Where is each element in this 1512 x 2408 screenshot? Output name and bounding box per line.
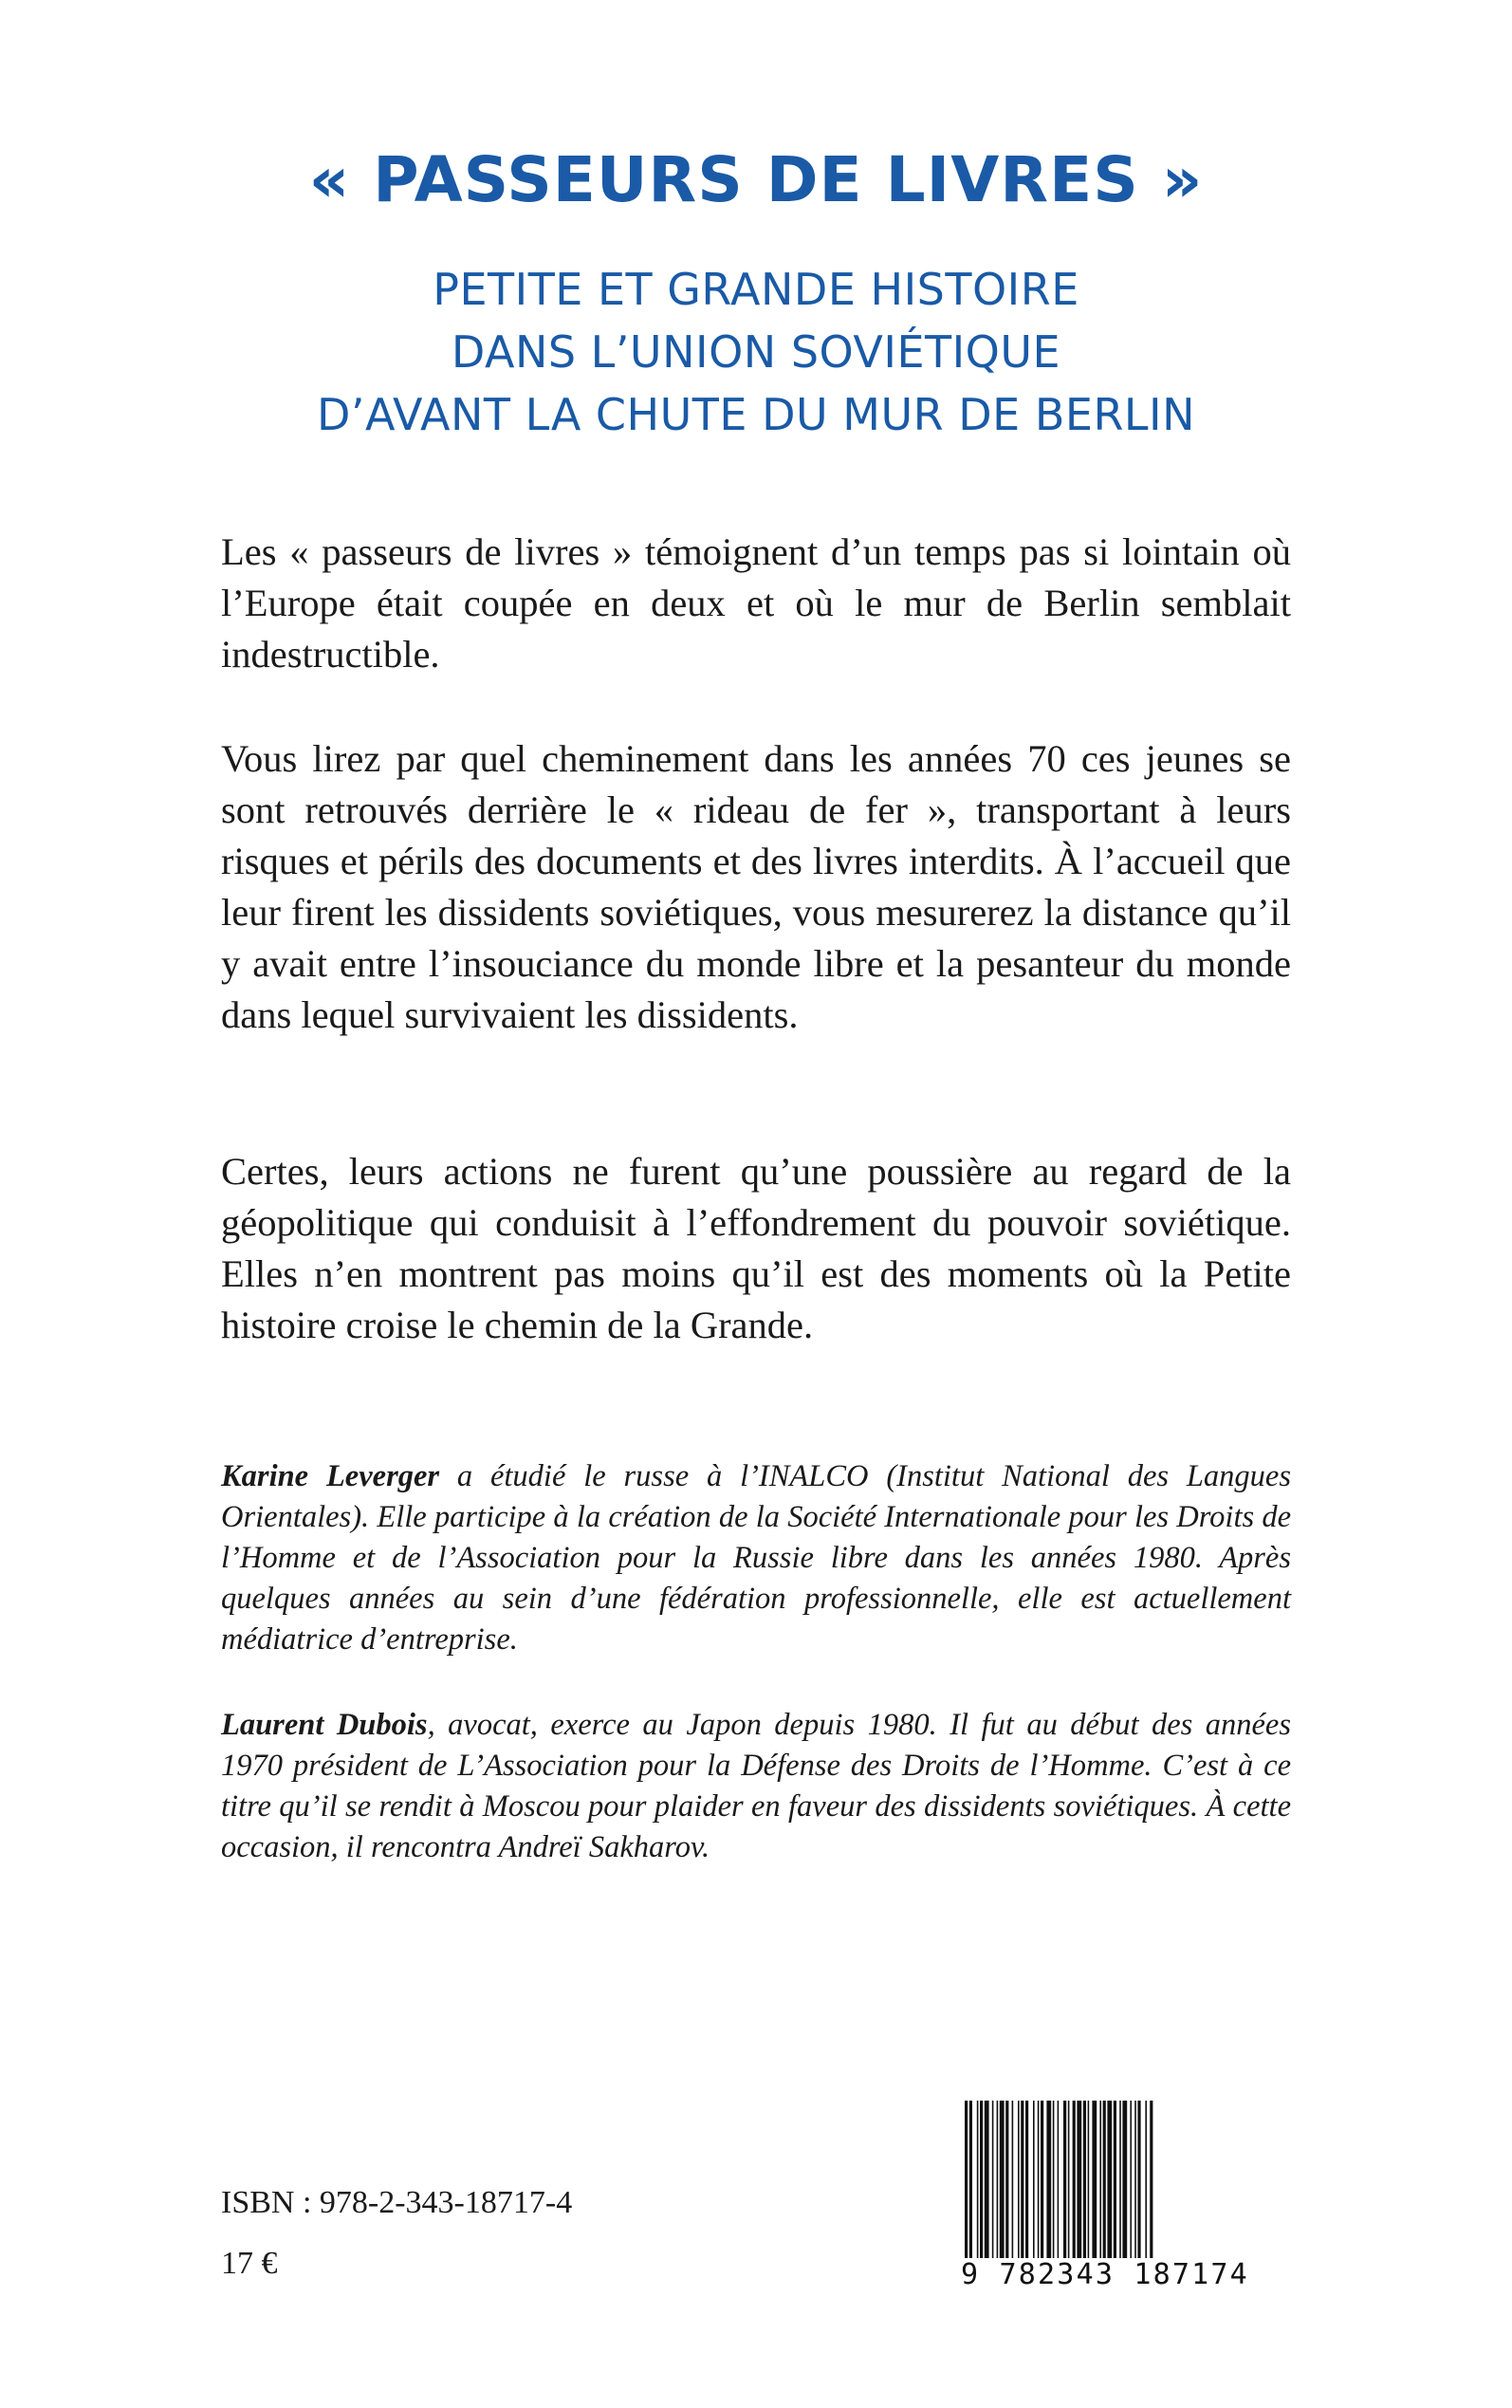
barcode-bar [969, 2101, 972, 2269]
barcode-bar [1053, 2101, 1055, 2258]
barcode-digits: 9 782343 187174 [961, 2258, 1291, 2292]
barcode-bar [997, 2101, 999, 2258]
author-name-2: Laurent Dubois [221, 1708, 428, 1742]
barcode-bar [985, 2101, 989, 2258]
blurb-paragraph-3: Certes, leurs actions ne furent qu’une poussière au regard de la géopolitique qui conduisit à l’effondrement du pouvoir soviétique. Elles n’en montrent pas moins qu’il est des moments où la Petite histoire croise le chemin de la Grande. [221, 1150, 1291, 1346]
book-subtitle [0, 258, 1512, 446]
barcode-icon [961, 2101, 1291, 2269]
author-bio-text-1: a étudié le russe à l’INALCO (Institut National des Langues Orientales). Elle participe à la création de la Société Internationale pour les Droits de l’Homme et de l’Association pour la Russie libre dans les années 1980. Après quelques années au sein d’une fédération professionnelle, elle est actuellement médiatrice d’entreprise. [221, 1459, 1291, 1657]
barcode-bar [1099, 2101, 1101, 2258]
barcode-bar [1077, 2101, 1081, 2258]
subtitle-line-1: PETITE ET GRANDE HISTOIRE [433, 264, 1079, 315]
barcode-bar [1018, 2101, 1020, 2258]
barcode-bar [1046, 2101, 1051, 2258]
price: 17 € [221, 2246, 278, 2281]
author-bio-text-2: , avocat, exerce au Japon depuis 1980. Il fut au début des années 1970 président de L’Association pour la Défense des Droits de l’Homme. C’est à ce titre qu’il se rendit à Moscou pour plaider en faveur des dissidents soviétiques. À cette occasion, il rencontra Andreï Sakharov. [221, 1708, 1292, 1864]
barcode-bar [1000, 2101, 1005, 2258]
subtitle-line-2: DANS L’UNION SOVIÉTIQUE [451, 326, 1061, 378]
author-bio-2 [221, 1705, 1291, 1868]
barcode-bar [1068, 2101, 1070, 2258]
barcode-bar [1150, 2101, 1152, 2258]
barcode-bar [1107, 2101, 1112, 2258]
barcode-bar [1012, 2101, 1014, 2258]
barcode-bar [1038, 2101, 1040, 2258]
subtitle-line-3: D’AVANT LA CHUTE DU MUR DE BERLIN [316, 389, 1196, 440]
barcode-bar [1041, 2101, 1043, 2258]
barcode-bar [1021, 2101, 1023, 2258]
blurb-paragraph-2: Vous lirez par quel cheminement dans les années 70 ces jeunes se sont retrouvés derrière le « rideau de fer », transportant à leurs risques et périls des documents et des livres interdits. À l’accueil que leur firent les dissidents soviétiques, vous mesurerez la distance qu’il y avait entre l’insouciance du monde libre et la pesanteur du monde dans lequel survivaient les dissidents. [221, 737, 1291, 1036]
barcode-bar [965, 2101, 968, 2269]
barcode-bar [1130, 2101, 1132, 2258]
book-title: « PASSEURS DE LIVRES » [308, 143, 1204, 216]
barcode-bar [980, 2101, 983, 2258]
barcode-bar [1145, 2101, 1147, 2258]
barcode-bar [1134, 2101, 1136, 2258]
isbn-number: ISBN : 978-2-343-18717-4 [221, 2185, 573, 2220]
barcode-bar [1114, 2101, 1116, 2258]
barcode-bar [1025, 2101, 1028, 2258]
barcode-bar [1063, 2101, 1066, 2269]
barcode-bar [1119, 2101, 1121, 2258]
barcode-bar [1103, 2101, 1106, 2258]
barcode-bar [1005, 2101, 1008, 2258]
barcode-bar [1137, 2101, 1140, 2258]
barcode-bar [1033, 2101, 1035, 2258]
barcode-bar [1083, 2101, 1086, 2258]
author-name-1: Karine Leverger [221, 1459, 440, 1493]
barcode-bar [1088, 2101, 1090, 2258]
author-bio-1 [221, 1456, 1291, 1660]
barcode-bar [1122, 2101, 1127, 2258]
barcode-bar [1092, 2101, 1097, 2258]
barcode-bar [977, 2101, 979, 2258]
barcode-bar [1058, 2101, 1060, 2269]
barcode-bar [1073, 2101, 1076, 2258]
blurb-paragraph-1: Les « passeurs de livres » témoignent d’un temps pas si lointain où l’Europe était coupée en deux et où le mur de Berlin semblait indestructible. [221, 530, 1291, 676]
barcode-bar [992, 2101, 994, 2258]
